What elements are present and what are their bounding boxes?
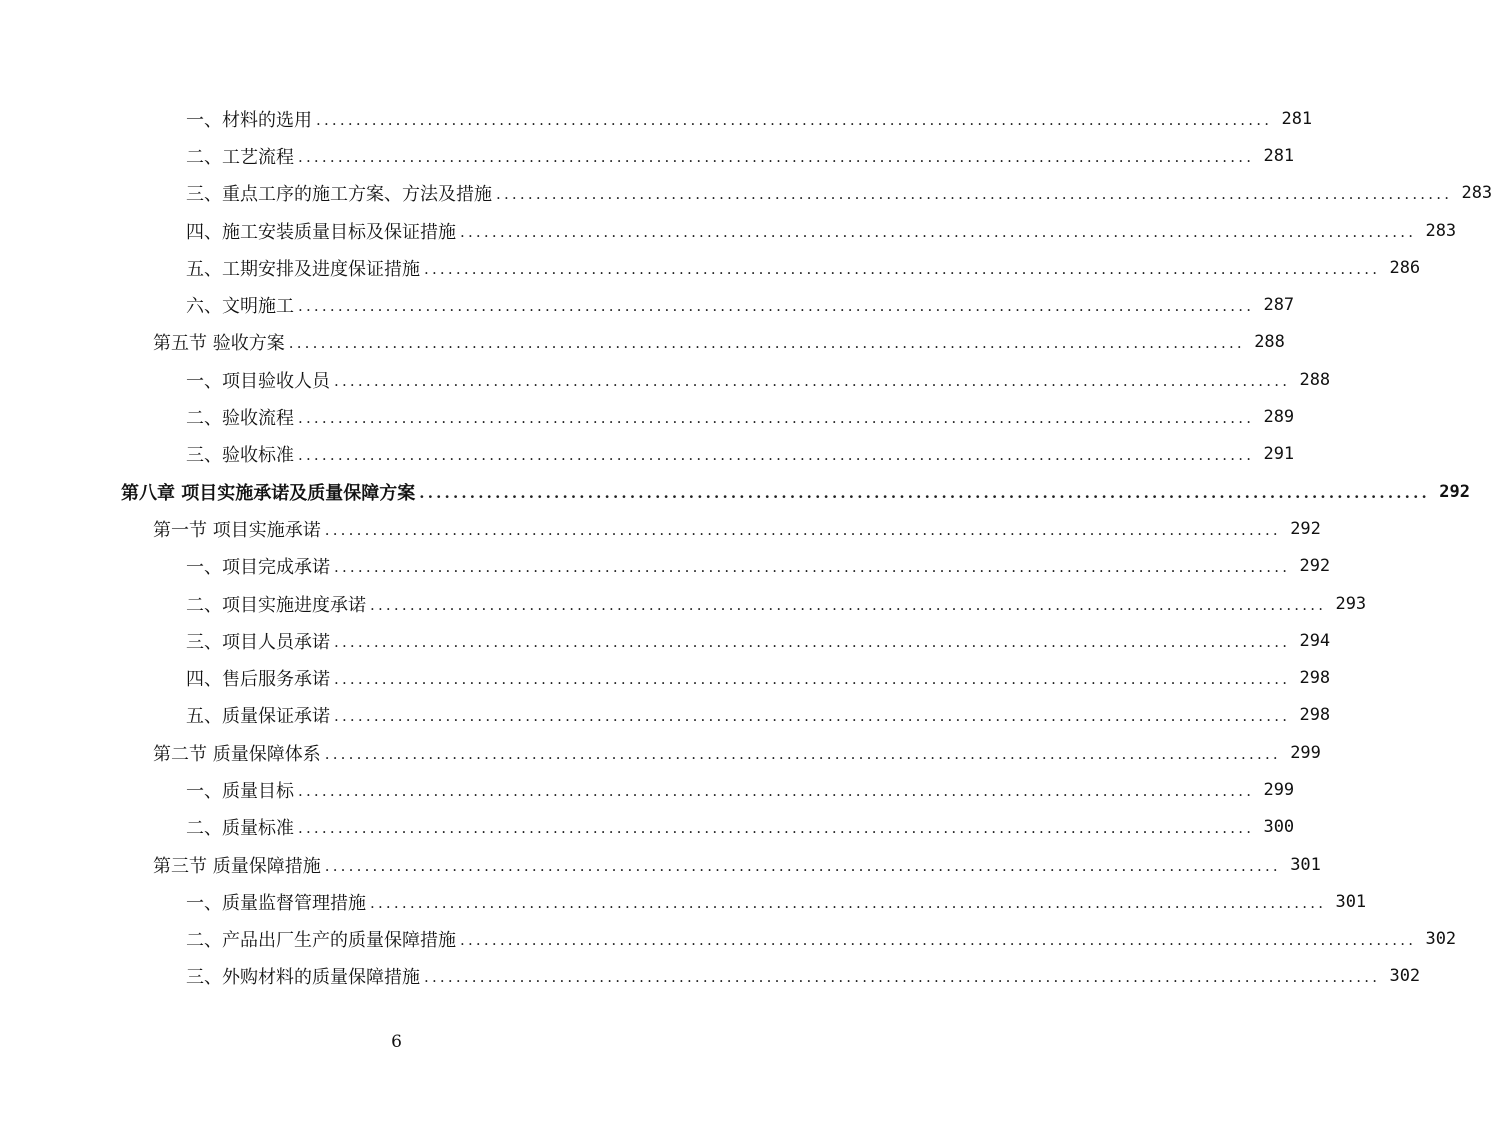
- toc-entry-title: 第一节 项目实施承诺: [153, 519, 321, 541]
- toc-dot-leader: ........................................................................................................................: [370, 893, 1327, 912]
- toc-dot-leader: ........................................................................................................................: [298, 147, 1255, 166]
- toc-entry-page: 283: [1461, 183, 1492, 204]
- toc-entry-title: 第五节 验收方案: [153, 333, 285, 355]
- toc-dot-leader: ........................................................................................................................: [460, 931, 1417, 950]
- toc-entry-page: 289: [1263, 407, 1295, 428]
- toc-chapter-entry[interactable]: [0, 473, 1470, 510]
- toc-entry-page: 298: [1299, 705, 1331, 726]
- toc-dot-leader: ........................................................................................................................: [298, 781, 1255, 800]
- toc-entry-page: 292: [1299, 556, 1331, 577]
- toc-entry-page: 302: [1425, 929, 1457, 950]
- toc-dot-leader: ........................................................................................................................: [316, 110, 1273, 129]
- toc-entry-page: 291: [1263, 444, 1295, 465]
- page-number: 6: [391, 1032, 402, 1052]
- toc-entry-page: 287: [1263, 295, 1295, 316]
- toc-entry-title: 二、项目实施进度承诺: [186, 594, 366, 616]
- toc-dot-leader: ........................................................................................................................: [496, 185, 1453, 204]
- toc-subsection-entry[interactable]: [0, 398, 1295, 435]
- toc-entry-page: 294: [1299, 630, 1331, 651]
- toc-subsection-entry[interactable]: [0, 771, 1295, 808]
- toc-entry-page: 288: [1254, 332, 1285, 353]
- toc-dot-leader: ........................................................................................................................: [298, 409, 1255, 428]
- toc-section-entry[interactable]: [0, 324, 1285, 361]
- toc-subsection-entry[interactable]: [0, 809, 1295, 846]
- toc-dot-leader: ........................................................................................................................: [324, 744, 1281, 763]
- toc-subsection-entry[interactable]: [0, 249, 1421, 286]
- toc-subsection-entry[interactable]: [0, 883, 1367, 920]
- toc-entry-title: 四、施工安装质量目标及保证措施: [186, 221, 456, 243]
- toc-dot-leader: ........................................................................................................................: [334, 371, 1291, 390]
- toc-entry-title: 第二节 质量保障体系: [153, 743, 321, 765]
- toc-dot-leader: ........................................................................................................................: [324, 856, 1281, 875]
- toc-entry-title: 三、重点工序的施工方案、方法及措施: [186, 184, 492, 206]
- toc-dot-leader: ........................................................................................................................: [334, 558, 1291, 577]
- toc-entry-page: 286: [1389, 257, 1421, 278]
- toc-entry-page: 301: [1335, 891, 1367, 912]
- toc-subsection-entry[interactable]: [0, 212, 1457, 249]
- toc-entry-page: 298: [1299, 668, 1331, 689]
- toc-dot-leader: ........................................................................................................................: [419, 483, 1430, 502]
- toc-entry-page: 299: [1290, 742, 1321, 763]
- toc-entry-title: 二、产品出厂生产的质量保障措施: [186, 930, 456, 952]
- toc-dot-leader: ........................................................................................................................: [460, 222, 1417, 241]
- toc-dot-leader: ........................................................................................................................: [324, 520, 1281, 539]
- toc-dot-leader: ........................................................................................................................: [288, 334, 1245, 353]
- toc-entry-page: 283: [1425, 220, 1457, 241]
- toc-entry-title: 二、工艺流程: [186, 146, 294, 168]
- toc-entry-page: 299: [1263, 779, 1295, 800]
- toc-entry-page: 281: [1281, 108, 1313, 129]
- toc-subsection-entry[interactable]: [0, 958, 1421, 995]
- toc-dot-leader: ........................................................................................................................: [334, 707, 1291, 726]
- toc-entry-page: 302: [1389, 966, 1421, 987]
- toc-entry-title: 五、质量保证承诺: [186, 706, 330, 728]
- toc-subsection-entry[interactable]: [0, 137, 1295, 174]
- toc-entry-title: 二、质量标准: [186, 818, 294, 840]
- toc-entry-title: 一、材料的选用: [186, 109, 312, 131]
- toc-dot-leader: ........................................................................................................................: [424, 259, 1381, 278]
- toc-entry-title: 四、售后服务承诺: [186, 669, 330, 691]
- toc-entry-title: 一、质量监督管理措施: [186, 892, 366, 914]
- toc-entry-page: 288: [1299, 369, 1331, 390]
- toc-subsection-entry[interactable]: [0, 622, 1331, 659]
- toc-entry-title: 五、工期安排及进度保证措施: [186, 258, 420, 280]
- toc-entry-title: 第三节 质量保障措施: [153, 855, 321, 877]
- toc-dot-leader: ........................................................................................................................: [298, 819, 1255, 838]
- toc-entry-title: 三、验收标准: [186, 445, 294, 467]
- toc-dot-leader: ........................................................................................................................: [298, 297, 1255, 316]
- toc-dot-leader: ........................................................................................................................: [334, 632, 1291, 651]
- toc-section-entry[interactable]: [0, 510, 1321, 547]
- toc-subsection-entry[interactable]: [0, 175, 1492, 212]
- toc-entry-title: 二、验收流程: [186, 408, 294, 430]
- toc-dot-leader: ........................................................................................................................: [298, 446, 1255, 465]
- toc-entry-page: 292: [1290, 518, 1321, 539]
- toc-entry-title: 三、外购材料的质量保障措施: [186, 967, 420, 989]
- toc-subsection-entry[interactable]: [0, 697, 1331, 734]
- toc-entry-title: 一、项目完成承诺: [186, 557, 330, 579]
- toc-entry-title: 六、文明施工: [186, 296, 294, 318]
- toc-entry-page: 300: [1263, 817, 1295, 838]
- toc-entry-title: 一、质量目标: [186, 780, 294, 802]
- toc-subsection-entry[interactable]: [0, 100, 1313, 137]
- toc-entry-page: 293: [1335, 593, 1367, 614]
- toc-entry-page: 281: [1263, 145, 1295, 166]
- table-of-contents: [0, 100, 1492, 995]
- toc-entry-title: 三、项目人员承诺: [186, 631, 330, 653]
- toc-subsection-entry[interactable]: [0, 548, 1331, 585]
- toc-subsection-entry[interactable]: [0, 659, 1331, 696]
- toc-entry-title: 第八章 项目实施承诺及质量保障方案: [121, 482, 416, 504]
- toc-subsection-entry[interactable]: [0, 585, 1367, 622]
- toc-section-entry[interactable]: [0, 734, 1321, 771]
- toc-dot-leader: ........................................................................................................................: [370, 595, 1327, 614]
- toc-entry-title: 一、项目验收人员: [186, 370, 330, 392]
- toc-entry-page: 301: [1290, 854, 1321, 875]
- toc-entry-page: 292: [1439, 481, 1470, 502]
- toc-subsection-entry[interactable]: [0, 286, 1295, 323]
- toc-subsection-entry[interactable]: [0, 436, 1295, 473]
- toc-dot-leader: ........................................................................................................................: [334, 670, 1291, 689]
- toc-subsection-entry[interactable]: [0, 361, 1331, 398]
- toc-section-entry[interactable]: [0, 846, 1321, 883]
- toc-subsection-entry[interactable]: [0, 921, 1457, 958]
- toc-dot-leader: ........................................................................................................................: [424, 968, 1381, 987]
